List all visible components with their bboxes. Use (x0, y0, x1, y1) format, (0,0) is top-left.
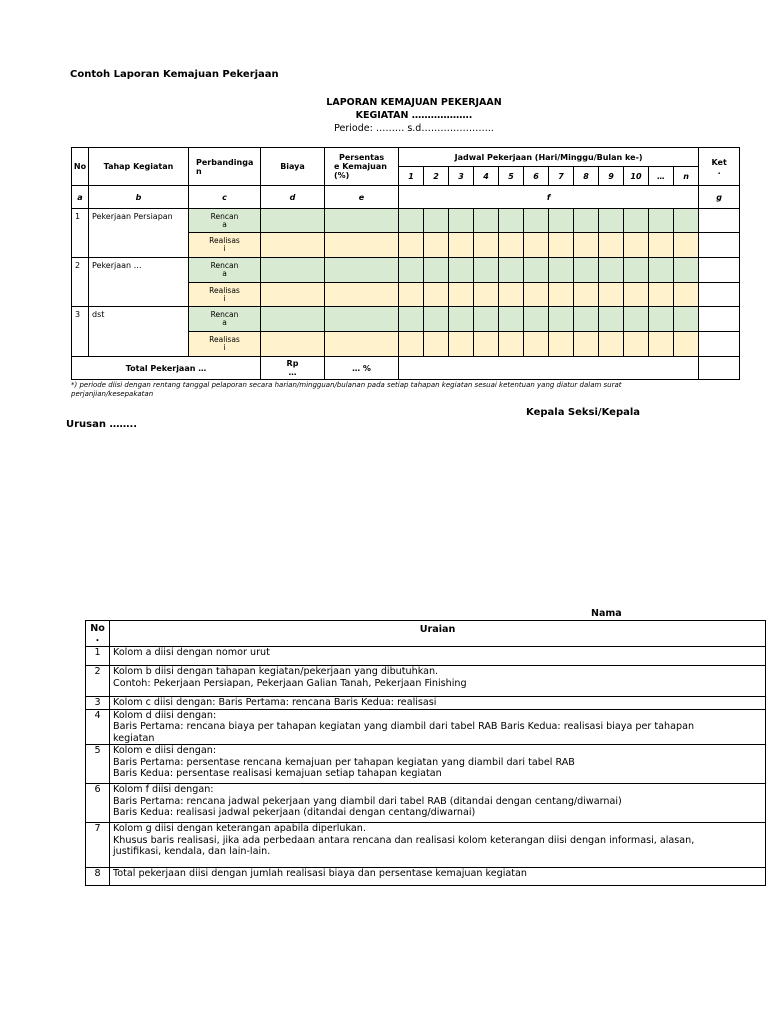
schedule-cell (624, 283, 649, 307)
schedule-cell (599, 307, 624, 332)
uraian-line: Baris Kedua: persentase realisasi kemajuan setiap tahapan kegiatan (113, 768, 442, 779)
schedule-cell (424, 209, 449, 233)
row-realisasi (189, 332, 261, 357)
header-tahap: Tahap Kegiatan (89, 148, 189, 186)
rencana-line2: a (222, 318, 227, 327)
uraian-line: Kolom f diisi dengan: (113, 784, 214, 795)
uraian-row-text (110, 745, 766, 784)
uraian-row-no: 6 (86, 784, 110, 823)
header-no: No (72, 148, 89, 186)
signature-name: Nama (591, 608, 622, 619)
schedule-cell (474, 307, 499, 332)
row-rencana (189, 209, 261, 233)
header-jadwal: Jadwal Pekerjaan (Hari/Minggu/Bulan ke-) (399, 148, 699, 167)
row-rencana (189, 258, 261, 283)
uraian-line: kegiatan (113, 732, 155, 744)
uraian-header-no (86, 621, 110, 647)
row-realisasi (189, 283, 261, 307)
progress-table (71, 147, 740, 380)
schedule-cell (399, 233, 424, 258)
realisasi-line2: i (223, 244, 226, 253)
report-title: LAPORAN KEMAJUAN PEKERJAAN (326, 97, 502, 108)
schedule-cell (524, 209, 549, 233)
row-no: 1 (72, 209, 89, 258)
schedule-cell (574, 209, 599, 233)
total-biaya-line1: Rp (286, 359, 299, 368)
schedule-col: 8 (574, 167, 599, 186)
realisasi-persen-cell (325, 283, 399, 307)
rencana-biaya-cell (261, 258, 325, 283)
table-row (86, 647, 766, 666)
schedule-cell (599, 233, 624, 258)
schedule-col: 4 (474, 167, 499, 186)
header-ket-line1: Ket (711, 157, 727, 167)
schedule-cell (474, 258, 499, 283)
signature-title: Kepala Seksi/Kepala (526, 407, 641, 418)
schedule-cell (674, 233, 699, 258)
total-ket-cell (699, 357, 740, 380)
schedule-cell (499, 307, 524, 332)
schedule-cell (649, 283, 674, 307)
schedule-cell (524, 258, 549, 283)
letter-c: c (189, 186, 261, 209)
schedule-cell (549, 258, 574, 283)
ket-cell (699, 258, 740, 283)
uraian-row-no: 7 (86, 823, 110, 868)
uraian-line: Baris Pertama: rencana jadwal pekerjaan yang diambil dari tabel RAB (ditandai dengan centang/diwarnai) (113, 795, 622, 807)
schedule-cell (624, 233, 649, 258)
schedule-col: 10 (624, 167, 649, 186)
schedule-col: 5 (499, 167, 524, 186)
schedule-col: … (649, 167, 674, 186)
uraian-line: Kolom b diisi dengan tahapan kegiatan/pekerjaan yang dibutuhkan. (113, 666, 439, 677)
schedule-cell (424, 283, 449, 307)
total-biaya-line2: … (288, 368, 297, 377)
header-persentase-line3: (%) (334, 171, 350, 180)
schedule-col: n (674, 167, 699, 186)
report-period: Periode: ……… s.d………………….. (334, 123, 494, 134)
realisasi-line1: Realisas (209, 335, 240, 344)
schedule-cell (549, 233, 574, 258)
letter-b: b (89, 186, 189, 209)
schedule-cell (474, 332, 499, 357)
letter-d: d (261, 186, 325, 209)
total-biaya (261, 357, 325, 380)
uraian-line: Baris Pertama: persentase rencana kemajuan per tahapan kegiatan yang diambil dari tabel RAB (113, 756, 575, 768)
header-perbandingan (189, 148, 261, 186)
realisasi-persen-cell (325, 332, 399, 357)
header-ket (699, 148, 740, 186)
table-row (86, 697, 766, 710)
schedule-cell (524, 332, 549, 357)
schedule-cell (399, 332, 424, 357)
schedule-cell (549, 283, 574, 307)
schedule-cell (449, 307, 474, 332)
header-biaya: Biaya (261, 148, 325, 186)
uraian-row-text (110, 697, 766, 710)
schedule-cell (574, 283, 599, 307)
letter-e: e (325, 186, 399, 209)
uraian-line: Kolom e diisi dengan: (113, 745, 217, 756)
realisasi-persen-cell (325, 233, 399, 258)
realisasi-line2: i (223, 343, 226, 352)
uraian-row-text (110, 647, 766, 666)
realisasi-biaya-cell (261, 233, 325, 258)
total-row (72, 357, 740, 380)
uraian-line: Kolom a diisi dengan nomor urut (113, 647, 270, 658)
row-realisasi (189, 233, 261, 258)
uraian-header-no-line2: . (95, 633, 100, 644)
rencana-line2: a (222, 219, 227, 229)
header-persentase-line1: Persentas (339, 153, 385, 162)
schedule-cell (674, 307, 699, 332)
rencana-biaya-cell (261, 209, 325, 233)
uraian-line: Kolom d diisi dengan: (113, 709, 217, 721)
schedule-cell (524, 307, 549, 332)
row-rencana (189, 307, 261, 332)
schedule-cell (399, 307, 424, 332)
schedule-cell (599, 209, 624, 233)
table-row (86, 784, 766, 823)
schedule-cell (499, 283, 524, 307)
schedule-cell (574, 307, 599, 332)
schedule-col: 2 (424, 167, 449, 186)
uraian-line: Baris Kedua: realisasi jadwal pekerjaan (ditandai dengan centang/diwarnai) (113, 807, 476, 818)
schedule-cell (449, 258, 474, 283)
rencana-persen-cell (325, 258, 399, 283)
ket-cell (699, 209, 740, 233)
schedule-cell (474, 233, 499, 258)
schedule-col: 6 (524, 167, 549, 186)
schedule-cell (649, 209, 674, 233)
schedule-col: 7 (549, 167, 574, 186)
row-no: 3 (72, 307, 89, 357)
schedule-cell (674, 209, 699, 233)
schedule-cell (599, 258, 624, 283)
page-heading: Contoh Laporan Kemajuan Pekerjaan (70, 69, 279, 80)
table-row (72, 209, 740, 233)
row-tahap: Pekerjaan … (89, 258, 189, 307)
table-row (86, 709, 766, 745)
schedule-cell (599, 283, 624, 307)
uraian-line: Khusus baris realisasi, jika ada perbedaan antara rencana dan realisasi kolom keterangan diisi dengan informasi, alasan, (113, 834, 695, 846)
signature-unit: Urusan …….. (66, 419, 138, 430)
row-tahap: Pekerjaan Persiapan (89, 209, 189, 258)
row-tahap: dst (89, 307, 189, 357)
header-perbandingan-line1: Perbandinga (196, 157, 254, 167)
rencana-line1: Rencan (210, 310, 239, 319)
rencana-persen-cell (325, 209, 399, 233)
uraian-header-uraian: Uraian (110, 621, 766, 647)
uraian-line: Kolom g diisi dengan keterangan apabila diperlukan. (113, 823, 366, 834)
schedule-cell (649, 258, 674, 283)
schedule-col: 1 (399, 167, 424, 186)
schedule-cell (474, 209, 499, 233)
schedule-col: 3 (449, 167, 474, 186)
uraian-line: Contoh: Pekerjaan Persiapan, Pekerjaan Galian Tanah, Pekerjaan Finishing (113, 677, 467, 689)
uraian-row-no: 5 (86, 745, 110, 784)
header-persentase-line2: e Kemajuan (334, 162, 387, 171)
schedule-cell (474, 283, 499, 307)
schedule-cell (399, 258, 424, 283)
uraian-line: Total pekerjaan diisi dengan jumlah realisasi biaya dan persentase kemajuan kegiatan (113, 868, 527, 879)
schedule-cell (674, 283, 699, 307)
table-row (72, 307, 740, 332)
uraian-row-no: 8 (86, 868, 110, 886)
ket-cell (699, 332, 740, 357)
header-persentase (325, 148, 399, 186)
uraian-row-no: 1 (86, 647, 110, 666)
table-row (86, 666, 766, 697)
schedule-cell (399, 283, 424, 307)
total-persen: … % (325, 357, 399, 380)
schedule-cell (649, 307, 674, 332)
realisasi-line1: Realisas (209, 236, 240, 245)
schedule-cell (624, 258, 649, 283)
schedule-cell (549, 307, 574, 332)
rencana-biaya-cell (261, 307, 325, 332)
schedule-cell (624, 307, 649, 332)
rencana-line1: Rencan (210, 211, 239, 221)
uraian-header-no-line1: No (90, 623, 105, 634)
schedule-cell (524, 283, 549, 307)
uraian-row-text (110, 823, 766, 868)
uraian-row-no: 4 (86, 709, 110, 745)
report-subtitle: KEGIATAN ………………. (355, 110, 473, 121)
realisasi-line2: i (223, 293, 226, 303)
schedule-cell (449, 233, 474, 258)
schedule-cell (449, 332, 474, 357)
letter-f: f (399, 186, 699, 209)
schedule-cell (549, 209, 574, 233)
header-perbandingan-line2: n (196, 166, 202, 176)
schedule-cell (524, 233, 549, 258)
table-row (86, 868, 766, 886)
uraian-row-no: 2 (86, 666, 110, 697)
letter-a: a (72, 186, 89, 209)
uraian-line: justifikasi, kendala, dan lain-lain. (113, 846, 271, 857)
schedule-cell (574, 332, 599, 357)
rencana-line2: a (222, 269, 227, 278)
realisasi-biaya-cell (261, 283, 325, 307)
schedule-cell (449, 283, 474, 307)
schedule-col: 9 (599, 167, 624, 186)
row-no: 2 (72, 258, 89, 307)
rencana-persen-cell (325, 307, 399, 332)
schedule-cell (424, 233, 449, 258)
letter-g: g (699, 186, 740, 209)
schedule-cell (574, 258, 599, 283)
schedule-cell (649, 332, 674, 357)
realisasi-biaya-cell (261, 332, 325, 357)
table-row (86, 745, 766, 784)
ket-cell (699, 283, 740, 307)
uraian-row-text (110, 784, 766, 823)
rencana-line1: Rencan (210, 261, 239, 270)
schedule-cell (674, 258, 699, 283)
schedule-cell (499, 233, 524, 258)
schedule-cell (624, 209, 649, 233)
table-row (72, 258, 740, 283)
uraian-table (85, 620, 766, 886)
ket-cell (699, 307, 740, 332)
realisasi-line1: Realisas (209, 285, 240, 295)
uraian-row-text (110, 868, 766, 886)
uraian-line: Kolom c diisi dengan: Baris Pertama: rencana Baris Kedua: realisasi (113, 697, 437, 708)
schedule-cell (424, 332, 449, 357)
schedule-cell (674, 332, 699, 357)
total-schedule-cell (399, 357, 699, 380)
schedule-cell (549, 332, 574, 357)
uraian-line: Baris Pertama: rencana biaya per tahapan kegiatan yang diambil dari tabel RAB Baris Kedua: realisasi biaya per tahapan (113, 721, 695, 732)
schedule-cell (449, 209, 474, 233)
schedule-cell (649, 233, 674, 258)
total-label: Total Pekerjaan … (72, 357, 261, 380)
footnote: *) periode diisi dengan rentang tanggal pelaporan secara harian/mingguan/bulanan pada setiap tahapan kegiatan sesuai ketentuan yang diatur dalam surat perjanjian/kesepakatan (71, 381, 622, 398)
schedule-cell (424, 307, 449, 332)
schedule-cell (499, 332, 524, 357)
schedule-cell (499, 209, 524, 233)
uraian-row-no: 3 (86, 697, 110, 710)
table-row (86, 823, 766, 868)
schedule-cell (599, 332, 624, 357)
schedule-cell (424, 258, 449, 283)
schedule-cell (499, 258, 524, 283)
schedule-cell (574, 233, 599, 258)
uraian-row-text (110, 709, 766, 745)
header-ket-line2: . (717, 166, 721, 176)
schedule-cell (399, 209, 424, 233)
uraian-row-text (110, 666, 766, 697)
schedule-cell (624, 332, 649, 357)
ket-cell (699, 233, 740, 258)
